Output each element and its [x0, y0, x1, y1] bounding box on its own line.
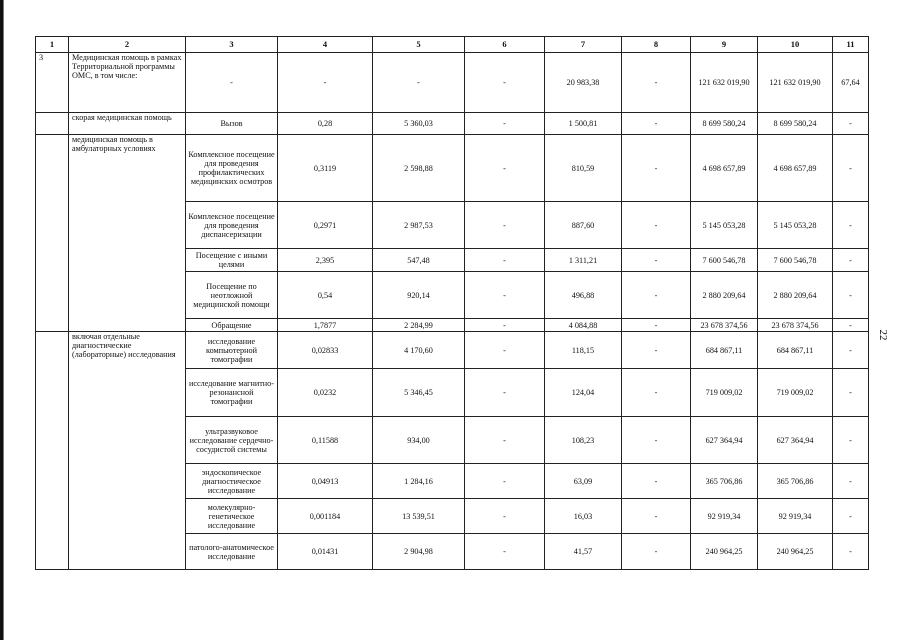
table-cell: 2 987,53	[373, 202, 465, 249]
table-cell: 7 600 546,78	[691, 249, 758, 272]
table-cell: 20 983,38	[545, 53, 622, 113]
table-cell: -	[622, 319, 691, 332]
table-cell: -	[833, 369, 869, 417]
table-cell: -	[465, 464, 545, 499]
table-cell: -	[833, 417, 869, 464]
header-cell: 8	[622, 37, 691, 53]
table-cell: -	[622, 202, 691, 249]
table-cell: 2 284,99	[373, 319, 465, 332]
table-cell: 1 500,81	[545, 113, 622, 135]
table-cell: -	[278, 53, 373, 113]
row-number	[36, 135, 69, 332]
table-cell: 240 964,25	[758, 534, 833, 570]
table-cell: 887,60	[545, 202, 622, 249]
row-number: 3	[36, 53, 69, 113]
table-cell: 4 698 657,89	[758, 135, 833, 202]
table-cell: 0,2971	[278, 202, 373, 249]
table-cell: 719 009,02	[758, 369, 833, 417]
unit-cell: Посещение с иными целями	[186, 249, 278, 272]
table-cell: -	[186, 53, 278, 113]
table-cell: 1,7877	[278, 319, 373, 332]
table-cell: -	[833, 249, 869, 272]
table-cell: 121 632 019,90	[758, 53, 833, 113]
row-number	[36, 332, 69, 570]
header-cell: 5	[373, 37, 465, 53]
table-cell: -	[833, 464, 869, 499]
table-cell: -	[622, 534, 691, 570]
table-cell: -	[622, 53, 691, 113]
table-cell: 0,01431	[278, 534, 373, 570]
table-cell: 92 919,34	[758, 499, 833, 534]
table-cell: 5 360,03	[373, 113, 465, 135]
header-cell: 1	[36, 37, 69, 53]
table-cell: 365 706,86	[691, 464, 758, 499]
care-type-label: включая отдельные диагностические (лабораторные) исследования	[69, 332, 186, 570]
table-cell: -	[465, 319, 545, 332]
table-cell: 0,28	[278, 113, 373, 135]
table-cell: -	[465, 272, 545, 319]
table-cell: -	[833, 534, 869, 570]
header-row	[36, 37, 869, 53]
table-cell: -	[833, 135, 869, 202]
table-cell: 719 009,02	[691, 369, 758, 417]
table-cell: 496,88	[545, 272, 622, 319]
table-cell: -	[622, 464, 691, 499]
care-type-label: скорая медицинская помощь	[69, 113, 186, 135]
table-cell: 67,64	[833, 53, 869, 113]
table-cell: 92 919,34	[691, 499, 758, 534]
unit-cell: Комплексное посещение для проведения профилактических медицинских осмотров	[186, 135, 278, 202]
unit-cell: молекулярно-генетическое исследование	[186, 499, 278, 534]
header-cell: 2	[69, 37, 186, 53]
table-cell: -	[622, 272, 691, 319]
header-cell: 4	[278, 37, 373, 53]
table-cell: -	[833, 113, 869, 135]
table-cell: 124,04	[545, 369, 622, 417]
unit-cell: ультразвуковое исследование сердечно-сосудистой системы	[186, 417, 278, 464]
table-cell: 4 698 657,89	[691, 135, 758, 202]
table-cell: 0,3119	[278, 135, 373, 202]
table-cell: 118,15	[545, 332, 622, 369]
table-cell: -	[833, 202, 869, 249]
table-cell: 0,04913	[278, 464, 373, 499]
table-cell: -	[622, 135, 691, 202]
table-cell: 240 964,25	[691, 534, 758, 570]
table-cell: -	[833, 499, 869, 534]
table-cell: 684 867,11	[691, 332, 758, 369]
table-cell: 920,14	[373, 272, 465, 319]
unit-cell: эндоскопическое диагностическое исследование	[186, 464, 278, 499]
table-cell: 810,59	[545, 135, 622, 202]
table-cell: 23 678 374,56	[691, 319, 758, 332]
table-cell: 2 904,98	[373, 534, 465, 570]
table-cell: 5 145 053,28	[758, 202, 833, 249]
table-row-total	[36, 53, 869, 113]
table-row-outpatient	[36, 135, 869, 202]
table-cell: 0,11588	[278, 417, 373, 464]
row-number	[36, 113, 69, 135]
header-cell: 10	[758, 37, 833, 53]
header-cell: 7	[545, 37, 622, 53]
table-cell: -	[465, 534, 545, 570]
financing-table	[35, 36, 869, 570]
table-cell: 121 632 019,90	[691, 53, 758, 113]
table-cell: 63,09	[545, 464, 622, 499]
table-cell: 4 084,88	[545, 319, 622, 332]
table-cell: 16,03	[545, 499, 622, 534]
table-cell: -	[622, 332, 691, 369]
unit-cell: патолого-анатомическое исследование	[186, 534, 278, 570]
table-cell: -	[465, 417, 545, 464]
care-type-label: медицинская помощь в амбулаторных условиях	[69, 135, 186, 332]
table-cell: 8 699 580,24	[758, 113, 833, 135]
table-cell: -	[622, 249, 691, 272]
unit-cell: Посещение по неотложной медицинской помощи	[186, 272, 278, 319]
table-cell: -	[465, 135, 545, 202]
table-cell: 4 170,60	[373, 332, 465, 369]
table-cell: -	[373, 53, 465, 113]
table-cell: 41,57	[545, 534, 622, 570]
table-cell: 0,001184	[278, 499, 373, 534]
table-cell: -	[465, 113, 545, 135]
table-cell: -	[833, 319, 869, 332]
table-cell: -	[622, 113, 691, 135]
table-cell: 1 284,16	[373, 464, 465, 499]
table-cell: 1 311,21	[545, 249, 622, 272]
table-cell: 934,00	[373, 417, 465, 464]
table-cell: 5 145 053,28	[691, 202, 758, 249]
table-cell: 13 539,51	[373, 499, 465, 534]
unit-cell: Обращение	[186, 319, 278, 332]
table-cell: 5 346,45	[373, 369, 465, 417]
table-cell: 627 364,94	[758, 417, 833, 464]
table-cell: 7 600 546,78	[758, 249, 833, 272]
header-cell: 3	[186, 37, 278, 53]
table-cell: -	[622, 499, 691, 534]
table-cell: -	[465, 249, 545, 272]
table-cell: 684 867,11	[758, 332, 833, 369]
care-type-label: Медицинская помощь в рамках Территориальной программы ОМС, в том числе:	[69, 53, 186, 113]
unit-cell: исследование компьютерной томографии	[186, 332, 278, 369]
table-cell: 0,0232	[278, 369, 373, 417]
table-cell: Вызов	[186, 113, 278, 135]
table-cell: -	[465, 369, 545, 417]
table-cell: 0,02833	[278, 332, 373, 369]
table-cell: 2 598,88	[373, 135, 465, 202]
table-cell: -	[622, 369, 691, 417]
table-cell: 8 699 580,24	[691, 113, 758, 135]
table-cell: -	[465, 499, 545, 534]
table-cell: 23 678 374,56	[758, 319, 833, 332]
table-cell: 365 706,86	[758, 464, 833, 499]
table-row-diagnostic	[36, 332, 869, 369]
table-cell: 627 364,94	[691, 417, 758, 464]
header-cell: 11	[833, 37, 869, 53]
table-cell: 2 880 209,64	[691, 272, 758, 319]
page-number: 22	[877, 329, 889, 341]
table-cell: 108,23	[545, 417, 622, 464]
unit-cell: исследование магнитно-резонансной томографии	[186, 369, 278, 417]
table-row-ambulance	[36, 113, 869, 135]
header-cell: 6	[465, 37, 545, 53]
table-cell: -	[622, 417, 691, 464]
table-cell: -	[465, 332, 545, 369]
scan-edge-shadow	[3, 0, 4, 640]
unit-cell: Комплексное посещение для проведения диспансеризации	[186, 202, 278, 249]
table-cell: -	[833, 332, 869, 369]
table-cell: 547,48	[373, 249, 465, 272]
header-cell: 9	[691, 37, 758, 53]
table-cell: 2 880 209,64	[758, 272, 833, 319]
table-cell: -	[465, 202, 545, 249]
table-cell: -	[833, 272, 869, 319]
table-cell: -	[465, 53, 545, 113]
table-cell: 0,54	[278, 272, 373, 319]
table-cell: 2,395	[278, 249, 373, 272]
